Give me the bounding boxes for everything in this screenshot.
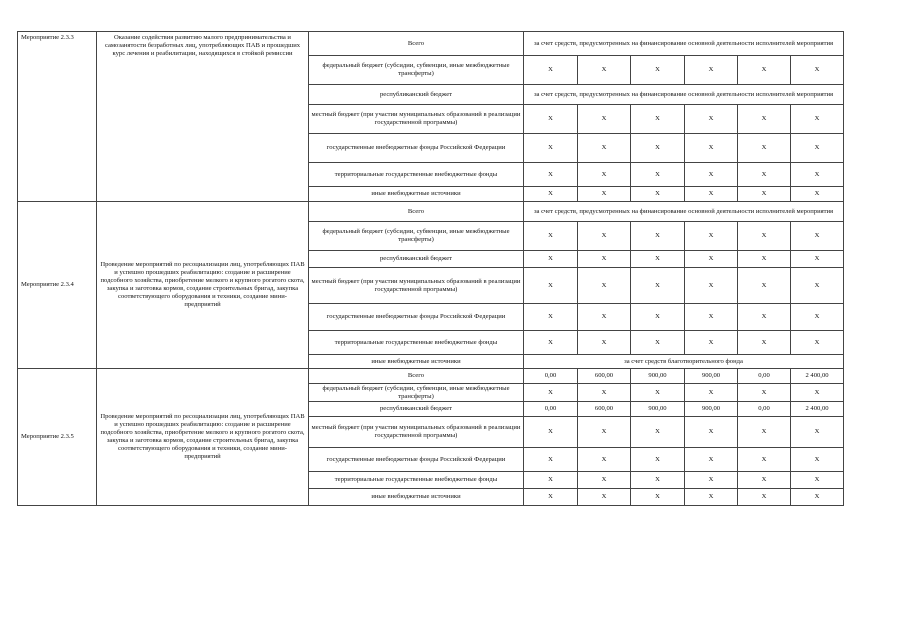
- funding-source: Всего: [309, 32, 524, 56]
- measure-name: Оказание содействия развитию малого предпринимательства и самозанятости безработных лиц, употребляющих ПАВ и прошедших курс лечения и реабилитации, находящихся в стойкой ремиссии: [97, 32, 309, 202]
- amount-cell: X: [578, 163, 631, 187]
- amount-cell: X: [738, 222, 791, 251]
- amount-cell: X: [524, 489, 578, 506]
- amount-cell: X: [738, 163, 791, 187]
- amount-cell: X: [791, 472, 844, 489]
- amount-cell: X: [631, 105, 685, 134]
- amount-cell: X: [578, 268, 631, 304]
- funding-source: республиканский бюджет: [309, 402, 524, 417]
- measure-name: Проведение мероприятий по ресоциализации лиц, употребляющих ПАВ и успешно прошедших реабилитацию: создание и расширение подсобного хозяйства, приобретение мелкого и крупного рогатого скота, закупка и заготовка кормов, создание строительных бригад, закупка соответствующего оборудования и техники, создание мини-предприятий: [97, 202, 309, 369]
- funding-source: иные внебюджетные источники: [309, 187, 524, 202]
- amount-cell: X: [685, 163, 738, 187]
- amount-cell: X: [631, 448, 685, 472]
- amount-cell: X: [738, 268, 791, 304]
- amount-cell: X: [791, 489, 844, 506]
- funding-source: государственные внебюджетные фонды Российской Федерации: [309, 134, 524, 163]
- amount-cell: 0,00: [524, 369, 578, 384]
- amount-cell: X: [738, 251, 791, 268]
- measure-code: Мероприятие 2.3.5: [18, 369, 97, 506]
- amount-cell: X: [791, 304, 844, 331]
- amount-cell: X: [685, 472, 738, 489]
- amount-cell: X: [631, 134, 685, 163]
- amount-cell: X: [578, 105, 631, 134]
- amount-cell: X: [631, 56, 685, 85]
- amount-cell: X: [578, 251, 631, 268]
- funding-source: федеральный бюджет (субсидии, субвенции, иные межбюджетные трансферты): [309, 222, 524, 251]
- amount-cell: X: [524, 105, 578, 134]
- funding-source: местный бюджет (при участии муниципальных образований в реализации государственной программы): [309, 417, 524, 448]
- amount-cell: X: [578, 384, 631, 402]
- funding-source: республиканский бюджет: [309, 251, 524, 268]
- amount-cell: X: [791, 268, 844, 304]
- amount-cell: X: [524, 384, 578, 402]
- measure-code: Мероприятие 2.3.3: [18, 32, 97, 202]
- amount-cell: 900,00: [631, 402, 685, 417]
- amount-cell: X: [685, 251, 738, 268]
- amount-cell: X: [578, 304, 631, 331]
- amount-cell: 600,00: [578, 402, 631, 417]
- amount-cell: X: [631, 384, 685, 402]
- amount-cell: 600,00: [578, 369, 631, 384]
- amount-cell: X: [631, 304, 685, 331]
- amount-cell: X: [685, 134, 738, 163]
- funding-note: за счет средств, предусмотренных на финансирование основной деятельности исполнителей мероприятия: [524, 202, 844, 222]
- amount-cell: X: [578, 56, 631, 85]
- amount-cell: 0,00: [524, 402, 578, 417]
- amount-cell: X: [631, 331, 685, 355]
- amount-cell: X: [685, 489, 738, 506]
- funding-source: государственные внебюджетные фонды Российской Федерации: [309, 448, 524, 472]
- budget-table: [17, 31, 844, 506]
- amount-cell: X: [791, 105, 844, 134]
- funding-note: за счет средств, предусмотренных на финансирование основной деятельности исполнителей мероприятия: [524, 85, 844, 105]
- amount-cell: X: [791, 417, 844, 448]
- amount-cell: X: [685, 384, 738, 402]
- amount-cell: X: [631, 187, 685, 202]
- amount-cell: X: [738, 448, 791, 472]
- amount-cell: X: [685, 268, 738, 304]
- table-row: [18, 202, 844, 222]
- amount-cell: X: [524, 251, 578, 268]
- amount-cell: X: [631, 489, 685, 506]
- measure-name: Проведение мероприятий по ресоциализации лиц, употребляющих ПАВ и успешно прошедших реабилитацию: создание и расширение подсобного хозяйства, приобретение мелкого и крупного рогатого скота, закупка и заготовка кормов, создание строительных бригад, закупка соответствующего оборудования и техники, создание мини-предприятий: [97, 369, 309, 506]
- amount-cell: X: [685, 56, 738, 85]
- funding-source: Всего: [309, 202, 524, 222]
- funding-source: территориальные государственные внебюджетные фонды: [309, 331, 524, 355]
- amount-cell: X: [578, 472, 631, 489]
- amount-cell: X: [524, 331, 578, 355]
- amount-cell: X: [524, 163, 578, 187]
- amount-cell: X: [685, 417, 738, 448]
- amount-cell: X: [685, 331, 738, 355]
- amount-cell: X: [791, 448, 844, 472]
- amount-cell: X: [524, 417, 578, 448]
- amount-cell: X: [791, 384, 844, 402]
- amount-cell: X: [524, 472, 578, 489]
- amount-cell: X: [791, 187, 844, 202]
- amount-cell: X: [631, 417, 685, 448]
- amount-cell: X: [738, 384, 791, 402]
- amount-cell: X: [631, 163, 685, 187]
- funding-source: иные внебюджетные источники: [309, 355, 524, 369]
- funding-note: за счет средств, предусмотренных на финансирование основной деятельности исполнителей мероприятия: [524, 32, 844, 56]
- amount-cell: X: [738, 105, 791, 134]
- funding-source: иные внебюджетные источники: [309, 489, 524, 506]
- amount-cell: X: [578, 134, 631, 163]
- table-row: [18, 369, 844, 384]
- funding-source: территориальные государственные внебюджетные фонды: [309, 472, 524, 489]
- amount-cell: X: [738, 417, 791, 448]
- amount-cell: X: [791, 163, 844, 187]
- funding-source: Всего: [309, 369, 524, 384]
- amount-cell: X: [524, 134, 578, 163]
- amount-cell: X: [524, 268, 578, 304]
- amount-cell: X: [578, 489, 631, 506]
- amount-cell: X: [578, 448, 631, 472]
- amount-cell: X: [578, 331, 631, 355]
- funding-source: республиканский бюджет: [309, 85, 524, 105]
- table-row: [18, 32, 844, 56]
- amount-cell: X: [685, 304, 738, 331]
- amount-cell: 2 400,00: [791, 369, 844, 384]
- amount-cell: X: [738, 331, 791, 355]
- funding-source: местный бюджет (при участии муниципальных образований в реализации государственной программы): [309, 268, 524, 304]
- amount-cell: X: [631, 268, 685, 304]
- amount-cell: X: [524, 222, 578, 251]
- amount-cell: X: [631, 472, 685, 489]
- amount-cell: X: [685, 222, 738, 251]
- funding-source: местный бюджет (при участии муниципальных образований в реализации государственной программы): [309, 105, 524, 134]
- amount-cell: X: [578, 417, 631, 448]
- amount-cell: X: [791, 56, 844, 85]
- amount-cell: X: [524, 56, 578, 85]
- funding-source: территориальные государственные внебюджетные фонды: [309, 163, 524, 187]
- amount-cell: X: [791, 134, 844, 163]
- funding-source: федеральный бюджет (субсидии, субвенции, иные межбюджетные трансферты): [309, 56, 524, 85]
- amount-cell: X: [685, 448, 738, 472]
- amount-cell: X: [791, 331, 844, 355]
- amount-cell: 0,00: [738, 402, 791, 417]
- amount-cell: X: [791, 251, 844, 268]
- amount-cell: X: [738, 56, 791, 85]
- amount-cell: X: [578, 187, 631, 202]
- amount-cell: X: [738, 489, 791, 506]
- funding-note: за счет средств благотворительного фонда: [524, 355, 844, 369]
- amount-cell: X: [524, 448, 578, 472]
- amount-cell: X: [791, 222, 844, 251]
- amount-cell: 2 400,00: [791, 402, 844, 417]
- amount-cell: X: [738, 187, 791, 202]
- amount-cell: X: [738, 472, 791, 489]
- measure-code: Мероприятие 2.3.4: [18, 202, 97, 369]
- amount-cell: X: [685, 105, 738, 134]
- amount-cell: X: [631, 222, 685, 251]
- funding-source: государственные внебюджетные фонды Российской Федерации: [309, 304, 524, 331]
- amount-cell: X: [578, 222, 631, 251]
- amount-cell: X: [738, 304, 791, 331]
- amount-cell: X: [524, 304, 578, 331]
- amount-cell: X: [524, 187, 578, 202]
- funding-source: федеральный бюджет (субсидии, субвенции, иные межбюджетные трансферты): [309, 384, 524, 402]
- amount-cell: 900,00: [685, 369, 738, 384]
- amount-cell: 900,00: [685, 402, 738, 417]
- amount-cell: 0,00: [738, 369, 791, 384]
- amount-cell: X: [685, 187, 738, 202]
- amount-cell: 900,00: [631, 369, 685, 384]
- amount-cell: X: [738, 134, 791, 163]
- amount-cell: X: [631, 251, 685, 268]
